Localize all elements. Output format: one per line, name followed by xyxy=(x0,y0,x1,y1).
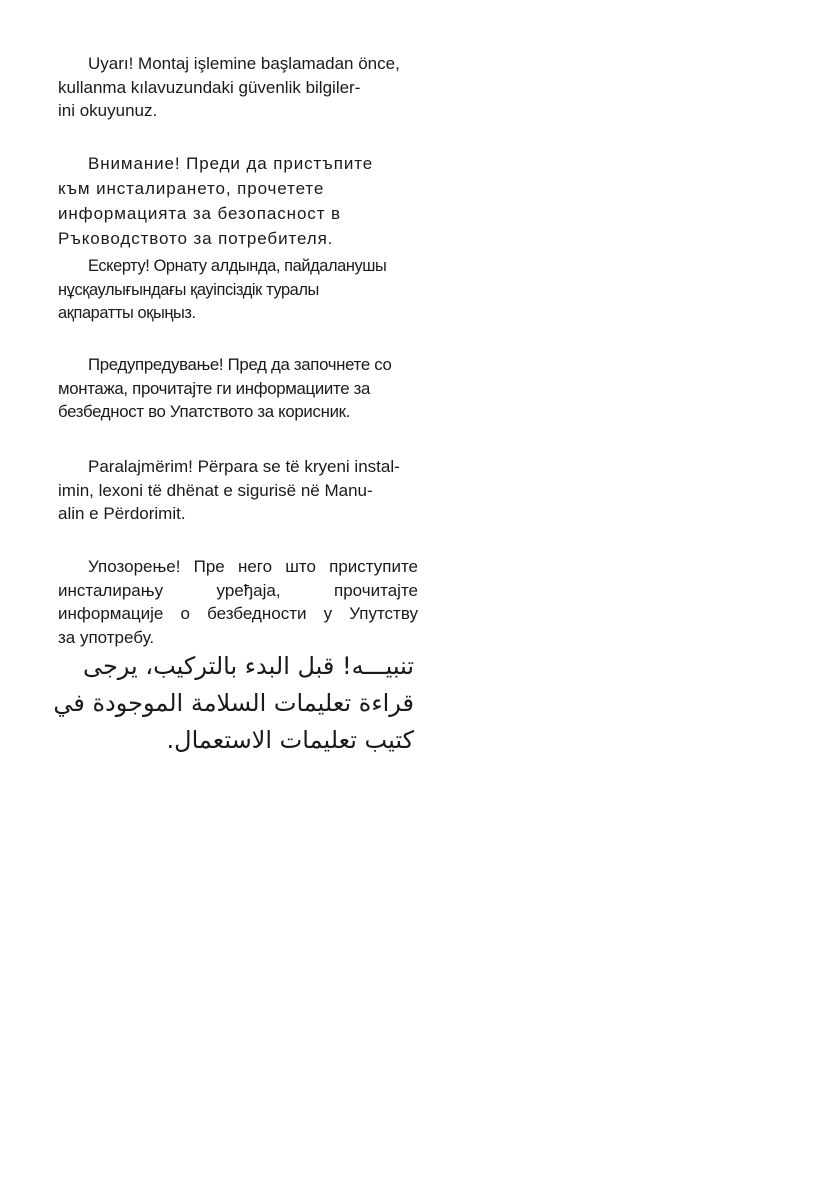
warning-serbian xyxy=(58,555,418,649)
warning-line: تنبيـــه! قبل البدء بالتركيب، يرجى xyxy=(82,652,414,680)
warning-line: imin, lexoni të dhënat e sigurisë në Manu- xyxy=(58,480,373,500)
warning-line: Uyarı! Montaj işlemine başlamadan önce, xyxy=(88,54,400,73)
warning-line: Ескерту! Орнату алдында, пайдаланушы xyxy=(88,257,387,275)
warning-line: нұсқаулығындағы қауіпсіздік туралы xyxy=(58,280,319,299)
warning-line: Предупредување! Пред да започнете со xyxy=(88,355,392,374)
warning-line: ini okuyunuz. xyxy=(58,101,158,120)
warning-line: Ръководството за потребителя. xyxy=(58,229,334,248)
warning-line: монтажа, прочитајте ги информациите за xyxy=(58,378,371,398)
warning-macedonian xyxy=(58,353,414,424)
warning-line: Paralajmërim! Përpara se të kryeni instal- xyxy=(88,457,400,476)
warning-line: информације о безбедности у Упутству xyxy=(58,604,418,623)
warning-line: alin e Përdorimit. xyxy=(58,504,186,523)
warning-kazakh xyxy=(58,255,426,326)
warning-line: Упозорење! Пре него што приступите xyxy=(88,557,418,576)
warning-line: към инсталирането, прочетете xyxy=(58,179,325,198)
warning-line: ақпаратты оқыңыз. xyxy=(58,304,196,322)
warning-arabic xyxy=(53,648,414,759)
warning-line: информацията за безопасност в xyxy=(58,204,341,223)
warning-line: قراءة تعليمات السلامة الموجودة في xyxy=(53,689,414,717)
warning-line: за употребу. xyxy=(58,627,155,647)
warning-line: безбедност во Упатството за корисник. xyxy=(58,402,351,421)
warning-line: كتيب تعليمات الاستعمال. xyxy=(166,726,414,754)
warning-line: Внимание! Преди да пристъпите xyxy=(88,154,374,173)
warning-line: kullanma kılavuzundaki güvenlik bilgiler- xyxy=(58,77,361,97)
warning-bulgarian xyxy=(58,151,408,251)
warning-albanian xyxy=(58,455,418,526)
warning-line: инсталирању уређаја, прочитајте xyxy=(58,580,418,600)
warning-turkish xyxy=(58,52,418,123)
